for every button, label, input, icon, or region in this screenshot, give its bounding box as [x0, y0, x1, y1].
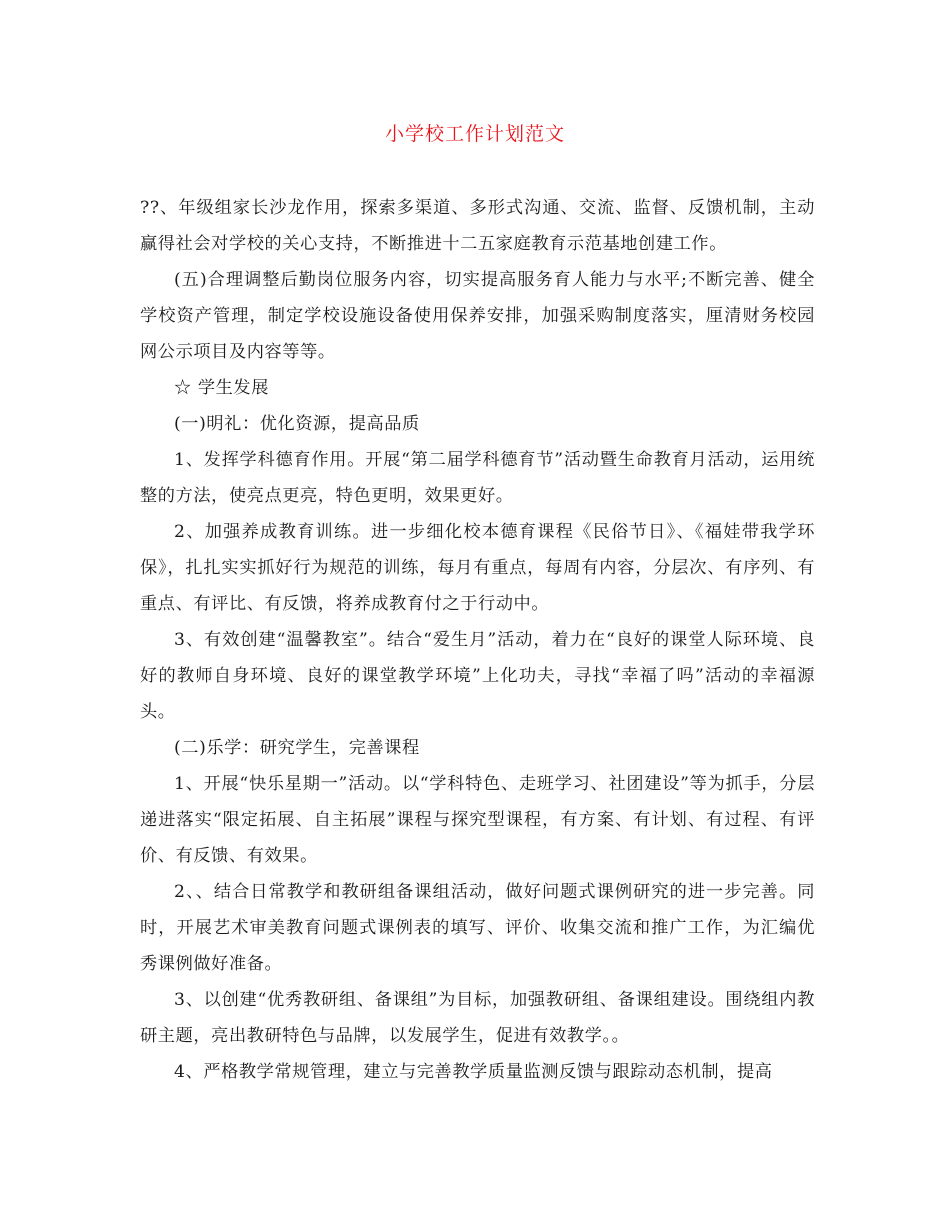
paragraph: (五)合理调整后勤岗位服务内容，切实提高服务育人能力与水平;不断完善、健全学校资产管理，制定学校设施设备使用保养安排，加强采购制度落实，厘清财务校园网公示项目及内容等等。	[140, 270, 815, 362]
paragraph: 3、以创建“优秀教研组、备课组”为目标，加强教研组、备课组建设。围绕组内教研主题，亮出教研特色与品牌，以发展学生，促进有效教学。。	[140, 990, 815, 1046]
paragraph: 1、发挥学科德育作用。开展“第二届学科德育节”活动暨生命教育月活动，运用统整的方法，使亮点更亮，特色更明，效果更好。	[140, 450, 815, 506]
paragraph: 3、有效创建“温馨教室”。结合“爱生月”活动，着力在“良好的课堂人际环境、良好的教师自身环境、良好的课堂教学环境”上化功夫，寻找“幸福了吗”活动的幸福源头。	[140, 630, 815, 722]
subsection-heading: (二)乐学：研究学生，完善课程	[174, 738, 420, 758]
paragraph: 2、、结合日常教学和教研组备课组活动，做好问题式课例研究的进一步完善。同时，开展艺术审美教育问题式课例表的填写、评价、收集交流和推广工作，为汇编优秀课例做好准备。	[140, 882, 815, 974]
section-heading-student-development: ☆ 学生发展	[174, 378, 270, 398]
subsection-heading: (一)明礼：优化资源，提高品质	[174, 414, 420, 434]
paragraph: 1、开展“快乐星期一”活动。以“学科特色、走班学习、社团建设”等为抓手，分层递进落实“限定拓展、自主拓展”课程与探究型课程，有方案、有计划、有过程、有评价、有反馈、有效果。	[140, 774, 815, 866]
document-body	[140, 190, 815, 1090]
document-title: 小学校工作计划范文	[384, 123, 565, 145]
paragraph: 2、加强养成教育训练。进一步细化校本德育课程《民俗节日》、《福娃带我学环保》，扎扎实实抓好行为规范的训练，每月有重点，每周有内容，分层次、有序列、有重点、有评比、有反馈，将养成教育付之于行动中。	[140, 522, 815, 614]
paragraph: 4、严格教学常规管理，建立与完善教学质量监测反馈与跟踪动态机制，提高	[174, 1062, 773, 1082]
paragraph: ??、年级组家长沙龙作用，探索多渠道、多形式沟通、交流、监督、反馈机制，主动赢得社会对学校的关心支持，不断推进十二五家庭教育示范基地创建工作。	[140, 198, 815, 254]
